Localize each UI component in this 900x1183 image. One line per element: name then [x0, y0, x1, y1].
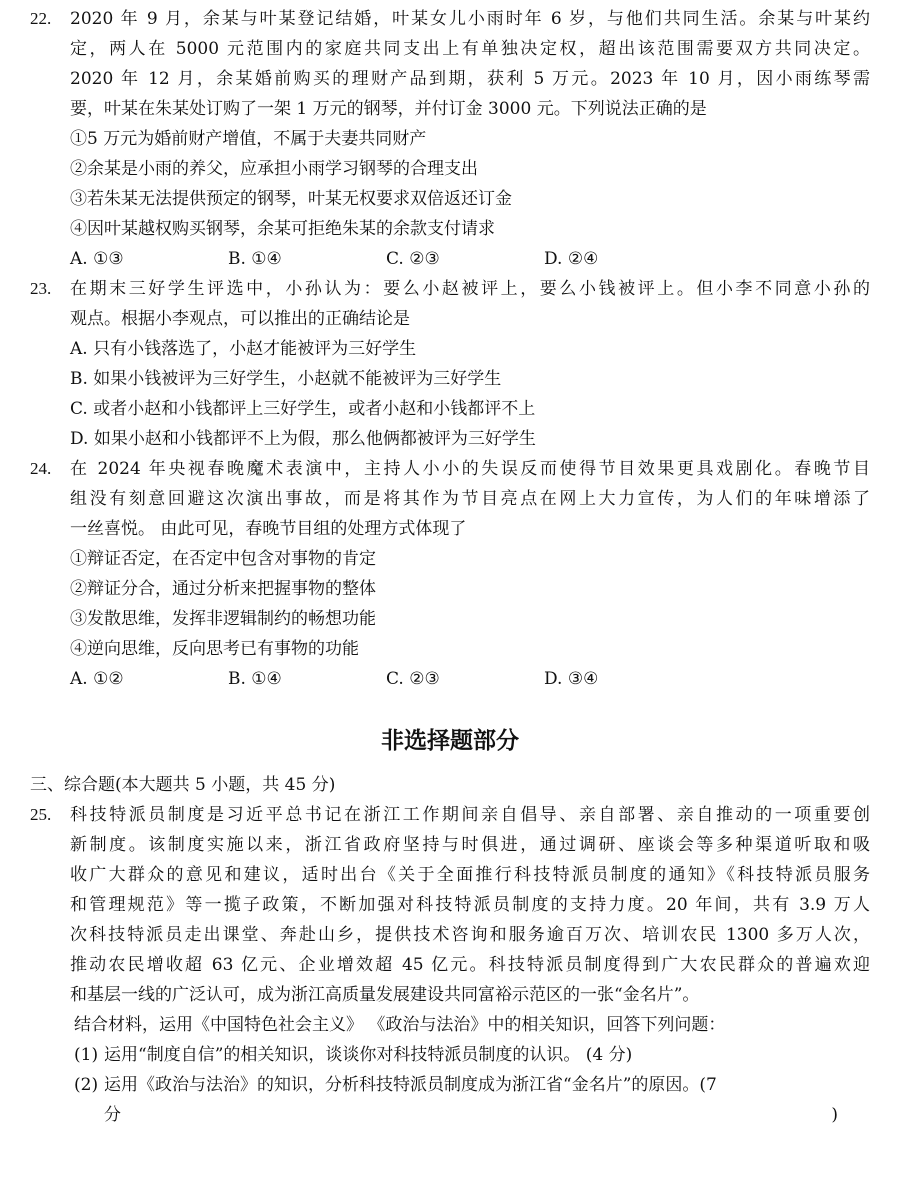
sub-question-number: (1): [74, 1045, 99, 1065]
sub-question-text-continued: 分: [104, 1105, 121, 1125]
material-text-line: 推动农民增收超 63 亿元、企业增效超 45 亿元。科技特派员制度得到广大农民群众的普遍欢迎: [70, 955, 870, 975]
question-text-line: 2020 年 12 月，余某婚前购买的理财产品到期，获利 5 万元。2023 年 10 月，因小雨练琴需: [70, 69, 870, 89]
option-a: A. ①②: [70, 669, 124, 689]
question-text-line: 观点。根据小李观点，可以推出的正确结论是: [70, 309, 410, 329]
question-text-line: 2020 年 9 月，余某与叶某登记结婚，叶某女儿小雨时年 6 岁，与他们共同生活。余某与叶某约: [70, 9, 870, 29]
sub-question-2: [0, 1070, 900, 1100]
section-heading: 三、综合题(本大题共 5 小题，共 45 分): [30, 775, 336, 795]
sub-question-text: 运用“制度自信”的相关知识，谈谈你对科技特派员制度的认识。 (4 分): [104, 1045, 633, 1065]
option-d: D. 如果小赵和小钱都评不上为假，那么他俩都被评为三好学生: [70, 429, 536, 449]
material-text-line: 次科技特派员走出课堂、奔赴山乡，提供技术咨询和服务逾百万次、培训农民 1300 多万人次，: [70, 925, 870, 945]
question-text-line: 在期末三好学生评选中，小孙认为：要么小赵被评上，要么小钱被评上。但小李不同意小孙的: [70, 279, 870, 299]
option-c: C. ②③: [386, 669, 440, 689]
question-text-line: 定，两人在 5000 元范围内的家庭共同支出上有单独决定权，超出该范围需要双方共同决定。: [70, 39, 870, 59]
closing-paren: ): [831, 1105, 838, 1125]
sub-question-text: 运用《政治与法治》的知识，分析科技特派员制度成为浙江省“金名片”的原因。(7: [104, 1075, 717, 1095]
option-a: A. 只有小钱落选了，小赵才能被评为三好学生: [70, 339, 417, 359]
statement: ④逆向思维，反向思考已有事物的功能: [70, 639, 359, 659]
statement: ①辩证否定，在否定中包含对事物的肯定: [70, 549, 376, 569]
question-23: [0, 274, 900, 454]
option-d: D. ③④: [544, 669, 599, 689]
answer-options: [70, 244, 870, 274]
question-25: [0, 800, 900, 1040]
option-b: B. 如果小钱被评为三好学生，小赵就不能被评为三好学生: [70, 369, 502, 389]
question-number: 24.: [30, 459, 52, 478]
statement: ④因叶某越权购买钢琴，余某可拒绝朱某的余款支付请求: [70, 219, 495, 239]
sub-question-number: (2): [74, 1075, 99, 1095]
part-title: 非选择题部分: [381, 728, 519, 754]
option-c: C. ②③: [386, 249, 440, 269]
question-text-line: 一丝喜悦。 由此可见，春晚节目组的处理方式体现了: [70, 519, 467, 539]
option-b: B. ①④: [228, 669, 282, 689]
statement: ②辩证分合，通过分析来把握事物的整体: [70, 579, 376, 599]
question-text-line: 在 2024 年央视春晚魔术表演中，主持人小小的失误反而使得节目效果更具戏剧化。春晚节目: [70, 459, 870, 479]
material-text-line: 科技特派员制度是习近平总书记在浙江工作期间亲自倡导、亲自部署、亲自推动的一项重要创: [70, 805, 870, 825]
material-text-line: 新制度。该制度实施以来，浙江省政府坚持与时俱进，通过调研、座谈会等多种渠道听取和吸: [70, 835, 870, 855]
statement: ②余某是小雨的养父，应承担小雨学习钢琴的合理支出: [70, 159, 478, 179]
answer-options: [70, 664, 870, 694]
question-number: 23.: [30, 279, 52, 298]
option-c: C. 或者小赵和小钱都评上三好学生，或者小赵和小钱都评不上: [70, 399, 536, 419]
option-a: A. ①③: [70, 249, 124, 269]
question-text-line: 组没有刻意回避这次演出事故，而是将其作为节目亮点在网上大力宣传，为人们的年味增添了: [70, 489, 870, 509]
question-24: [0, 454, 900, 694]
instruction: 结合材料，运用《中国特色社会主义》 《政治与法治》中的相关知识，回答下列问题：: [74, 1015, 726, 1035]
sub-question-1: [0, 1040, 900, 1070]
question-number: 22.: [30, 9, 52, 28]
question-text-line: 要，叶某在朱某处订购了一架 1 万元的钢琴，并付订金 3000 元。下列说法正确的是: [70, 99, 707, 119]
statement: ③若朱某无法提供预定的钢琴，叶某无权要求双倍返还订金: [70, 189, 512, 209]
material-text-line: 收广大群众的意见和建议，适时出台《关于全面推行科技特派员制度的通知》《科技特派员服务: [70, 865, 870, 885]
material-text-line: 和管理规范》等一揽子政策，不断加强对科技特派员制度的支持力度。20 年间，共有 3.9 万人: [70, 895, 870, 915]
statement: ①5 万元为婚前财产增值，不属于夫妻共同财产: [70, 129, 427, 149]
question-number: 25.: [30, 805, 52, 824]
option-d: D. ②④: [544, 249, 599, 269]
statement: ③发散思维，发挥非逻辑制约的畅想功能: [70, 609, 376, 629]
material-text-line: 和基层一线的广泛认可，成为浙江高质量发展建设共同富裕示范区的一张“金名片”。: [70, 985, 700, 1005]
sub-question-2-continued: [0, 1100, 900, 1130]
option-b: B. ①④: [228, 249, 282, 269]
question-22: [0, 4, 900, 274]
exam-page: [0, 4, 900, 1130]
